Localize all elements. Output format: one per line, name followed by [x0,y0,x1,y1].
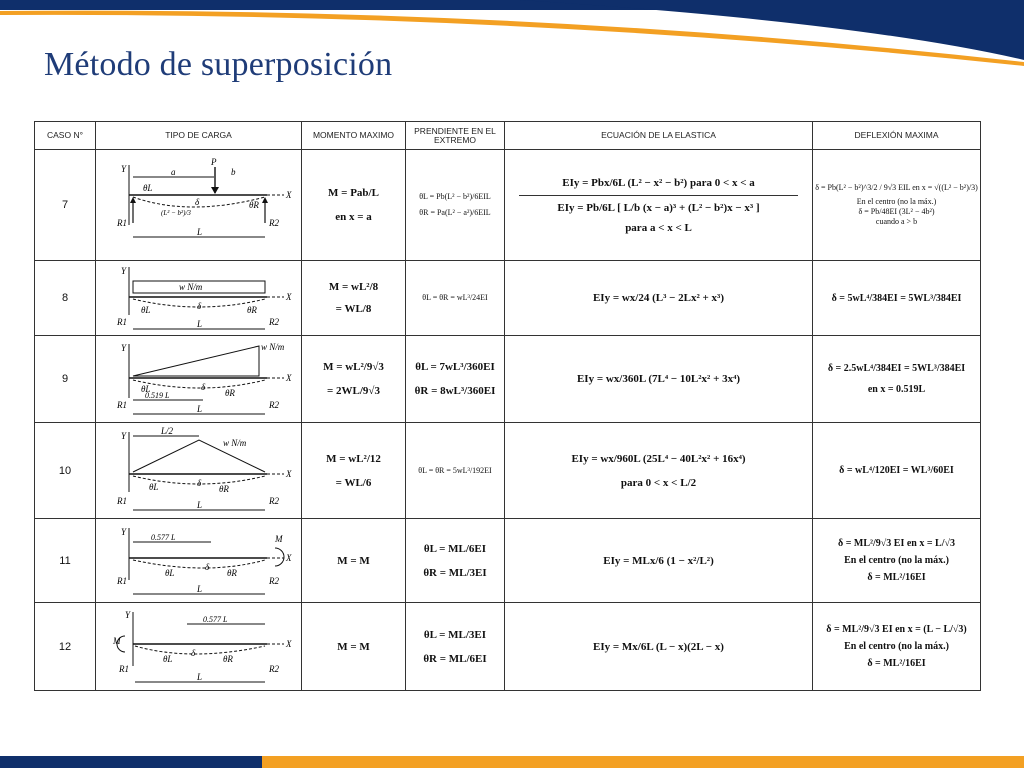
theta-r-label: θR [224,388,235,398]
dim-label: 0.519 L [144,391,169,400]
slope-line: θL = θR = 5wL³/192EI [418,465,492,475]
theta-l-label: θL [140,305,150,315]
delta-label: δ [196,301,201,311]
header-elastic-equation: ECUACIÓN DE LA ELASTICA [505,122,813,150]
table-row [35,603,981,691]
reaction-r2: R2 [268,218,279,228]
moment-label: M [112,635,120,646]
deflection-line: En el centro (no la máx.) [856,197,937,206]
triangular-load [133,346,259,376]
max-moment-cell [302,423,406,519]
applied-moment-arrow [275,548,284,566]
case-number: 12 [35,603,96,691]
equation-line: para a < x < L [625,221,692,234]
max-moment-cell [302,336,406,423]
reaction-r2: R2 [268,400,279,410]
reaction-r1: R1 [116,317,127,327]
max-deflection-cell [813,150,981,261]
max-deflection-cell [813,603,981,691]
dim-root-label: (L² − b²)/3 [160,209,191,217]
elastic-equation-cell [505,261,813,336]
moment-line: en x = a [335,211,372,223]
elastic-equation-cell [505,423,813,519]
load-label: w N/m [178,282,202,292]
moment-line: M = wL²/12 [326,452,381,465]
equation-line: para 0 < x < L/2 [620,476,697,489]
elastic-equation-cell [505,336,813,423]
moment-line: M = wL²/9√3 [323,361,384,373]
equation-line: EIy = Pb/6L [ L/b (x − a)³ + (L² − b²)x − x³ ] [519,195,798,215]
theta-r-label: θR [248,200,259,210]
load-diagram-8 [96,261,302,336]
x-axis-label: X [285,190,291,200]
delta-label: δ [204,561,209,572]
header-load-type: TIPO DE CARGA [96,122,302,150]
max-moment-cell [302,261,406,336]
elastic-equation-cell [505,519,813,603]
header-max-deflection: DEFLEXIÓN MAXIMA [813,122,981,150]
reaction-r2: R2 [268,495,279,506]
y-axis-label: Y [120,430,126,441]
case-number: 7 [35,150,96,261]
beam-deflection-table [34,121,981,691]
moment-line: = WL/8 [335,303,372,315]
equation-line: EIy = wx/24 (L³ − 2Lx² + x³) [592,292,725,304]
load-diagram-9 [96,336,302,423]
theta-l-label: θL [140,384,150,394]
beam-diagram-8 [99,263,299,333]
reaction-r1: R1 [116,575,127,586]
span-l-label: L [196,583,202,594]
case-number: 11 [35,519,96,603]
delta-label: δ [196,477,201,488]
max-deflection-cell [813,336,981,423]
span-l-label: L [196,499,202,510]
y-axis-label: Y [120,266,126,276]
elastic-equation-cell [505,603,813,691]
deflected-shape [133,380,265,388]
reaction-r2: R2 [268,663,279,674]
table-row [35,150,981,261]
moment-line: M = Pab/L [328,187,379,199]
load-diagram-12 [96,603,302,691]
end-slope-cell [406,519,505,603]
load-p-label: P [210,157,216,167]
dim-label: 0.577 L [202,614,227,624]
table-header-row [35,122,981,150]
end-slope-cell [406,261,505,336]
table-row [35,336,981,423]
load-diagram-11 [96,519,302,603]
theta-l-label: θL [164,567,174,578]
reaction-r1: R1 [116,400,127,410]
equation-line: EIy = Mx/6L (L − x)(2L − x) [593,640,724,653]
footer-orange-segment [262,756,1024,768]
slope-line: θR = ML/6EI [423,652,487,665]
deflection-line: en x = 0.519L [867,384,926,395]
header-max-moment: MOMENTO MAXIMO [302,122,406,150]
equation-line: EIy = wx/960L (25L⁴ − 40L²x² + 16x⁴) [571,452,746,465]
slope-line: θL = ML/3EI [423,628,487,641]
deflection-line: En el centro (no la máx.) [844,555,949,566]
reaction-r2: R2 [268,317,279,327]
max-moment-cell [302,150,406,261]
slope-line: θL = Pb(L² − b²)/6EIL [419,192,491,201]
x-axis-label: X [285,373,291,383]
moment-line: M = wL²/8 [328,281,379,293]
deflection-line: δ = ML²/16EI [867,572,926,583]
deflection-line: δ = 2.5wL⁴/384EI = 5WL³/384EI [827,363,966,374]
load-diagram-7 [96,150,302,261]
moment-line: = WL/6 [335,476,372,489]
case-number: 9 [35,336,96,423]
end-slope-cell [406,150,505,261]
x-axis-label: X [285,292,291,302]
equation-line: EIy = wx/360L (7L⁴ − 10L²x² + 3x⁴) [576,373,741,385]
end-slope-cell [406,336,505,423]
span-l-label: L [196,671,202,682]
beam-diagram-12 [99,606,299,688]
deflected-shape [133,560,265,568]
deflection-line: δ = ML²/16EI [867,658,926,669]
max-moment-cell [302,519,406,603]
theta-l-label: θL [142,183,152,193]
y-axis-label: Y [120,343,126,353]
y-axis-label: Y [120,526,126,537]
x-axis-label: X [285,552,291,563]
theta-r-label: θR [226,567,237,578]
y-axis-label: Y [120,164,126,174]
span-l-label: L [196,404,202,414]
theta-l-label: θL [162,653,172,664]
elastic-equation-cell [505,150,813,261]
table-row [35,519,981,603]
slide-title: Método de superposición [44,46,393,83]
dim-label: 0.577 L [150,532,175,542]
theta-l-label: θL [148,481,158,492]
deflection-line: En el centro (no la máx.) [844,641,949,652]
slope-line: θR = Pa(L² − a²)/6EIL [419,208,491,217]
load-diagram-10 [96,423,302,519]
end-slope-cell [406,603,505,691]
deflection-line: δ = ML²/9√3 EI en x = (L − L/√3) [826,624,967,635]
delta-label: δ [200,382,205,392]
theta-r-label: θR [218,483,229,494]
deflection-line: δ = wL⁴/120EI = WL³/60EI [839,465,954,476]
slope-line: θL = ML/6EI [423,542,487,555]
deflection-line: δ = Pb/48EI (3L² − 4b²) [858,207,935,216]
reaction-r1: R1 [116,218,127,228]
max-deflection-cell [813,261,981,336]
span-l-label: L [196,227,202,237]
slope-line: θL = θR = wL³/24EI [422,293,488,302]
reaction-r1: R1 [116,495,127,506]
theta-r-label: θR [246,305,257,315]
slope-line: θR = ML/3EI [423,566,487,579]
beam-diagram-10 [99,426,299,516]
moment-line: M = M [337,640,370,653]
deflection-line: δ = ML²/9√3 EI en x = L/√3 [838,538,955,549]
beam-diagram-7 [99,153,299,257]
table-row [35,261,981,336]
footer-bar [0,756,1024,768]
header-end-slope: PRENDIENTE EN EL EXTREMO [406,122,505,150]
deflected-shape [135,646,265,654]
slope-line: θL = 7wL³/360EI [415,361,495,373]
case-number: 8 [35,261,96,336]
equation-line: EIy = MLx/6 (1 − x²/L²) [603,554,714,567]
theta-r-label: θR [222,653,233,664]
case-number: 10 [35,423,96,519]
reaction-r1: R1 [118,663,129,674]
load-label: w N/m [260,342,284,352]
deflection-line: δ = 5wL⁴/384EI = 5WL³/384EI [831,292,962,304]
span-l-label: L [196,319,202,329]
deflection-line: cuando a > b [875,217,918,226]
moment-line: = 2WL/9√3 [327,385,380,397]
footer-navy-segment [0,756,262,768]
dim-a-label: a [170,167,175,177]
beam-diagram-11 [99,522,299,600]
end-slope-cell [406,423,505,519]
equation-line: EIy = Pbx/6L (L² − x² − b²) para 0 < x < a [562,176,755,189]
reaction-r2: R2 [268,575,279,586]
max-deflection-cell [813,519,981,603]
slope-line: θR = 8wL³/360EI [414,385,496,397]
table-row [35,423,981,519]
x-axis-label: X [285,638,291,649]
moment-label: M [274,533,282,544]
delta-label: δ [194,197,199,207]
x-axis-label: X [285,468,291,479]
load-label: w N/m [222,437,246,448]
y-axis-label: Y [124,609,130,620]
header-case: CASO N° [35,122,96,150]
deflection-line: δ = Pb(L² − b²)^3/2 / 9√3 EIL en x = √((L² − b²)/3) [815,183,978,192]
max-deflection-cell [813,423,981,519]
delta-label: δ [190,647,195,658]
half-span-label: L/2 [160,425,173,436]
dim-b-label: b [230,167,235,177]
max-moment-cell [302,603,406,691]
beam-diagram-9 [99,338,299,420]
moment-line: M = M [337,554,370,567]
